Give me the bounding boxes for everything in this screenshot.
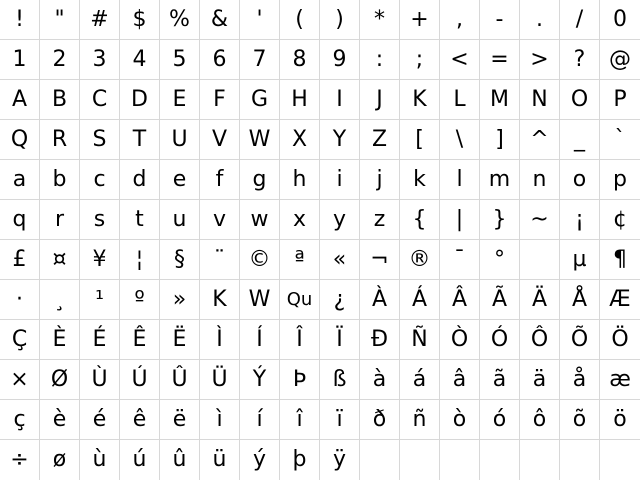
glyph-cell: £ bbox=[0, 240, 40, 280]
glyph-cell: e bbox=[160, 160, 200, 200]
glyph-cell: ý bbox=[240, 440, 280, 480]
glyph-cell: { bbox=[400, 200, 440, 240]
glyph-cell: ä bbox=[520, 360, 560, 400]
glyph-cell: ÷ bbox=[0, 440, 40, 480]
glyph-cell: O bbox=[560, 80, 600, 120]
glyph-cell: " bbox=[40, 0, 80, 40]
glyph-cell: ô bbox=[520, 400, 560, 440]
glyph-cell: } bbox=[480, 200, 520, 240]
glyph-cell: ? bbox=[560, 40, 600, 80]
glyph-cell: 6 bbox=[200, 40, 240, 80]
glyph-cell: < bbox=[440, 40, 480, 80]
glyph-cell: k bbox=[400, 160, 440, 200]
glyph-cell: H bbox=[280, 80, 320, 120]
glyph-cell: ^ bbox=[520, 120, 560, 160]
glyph-cell: D bbox=[120, 80, 160, 120]
glyph-cell: A bbox=[0, 80, 40, 120]
glyph-cell: x bbox=[280, 200, 320, 240]
glyph-cell: ¶ bbox=[600, 240, 640, 280]
glyph-cell: Æ bbox=[600, 280, 640, 320]
glyph-cell: © bbox=[240, 240, 280, 280]
glyph-cell: â bbox=[440, 360, 480, 400]
glyph-cell: Ö bbox=[600, 320, 640, 360]
glyph-cell: º bbox=[120, 280, 160, 320]
glyph-cell: K bbox=[200, 280, 240, 320]
glyph-cell: & bbox=[200, 0, 240, 40]
glyph-cell: Ø bbox=[40, 360, 80, 400]
glyph-cell: i bbox=[320, 160, 360, 200]
glyph-cell: # bbox=[80, 0, 120, 40]
glyph-cell: ' bbox=[240, 0, 280, 40]
glyph-cell: ã bbox=[480, 360, 520, 400]
glyph-cell: Ì bbox=[200, 320, 240, 360]
glyph-cell: Â bbox=[440, 280, 480, 320]
glyph-cell: û bbox=[160, 440, 200, 480]
glyph-cell: q bbox=[0, 200, 40, 240]
glyph-cell: Û bbox=[160, 360, 200, 400]
glyph-cell: t bbox=[120, 200, 160, 240]
glyph-cell-empty bbox=[400, 440, 440, 480]
glyph-cell: 7 bbox=[240, 40, 280, 80]
glyph-cell: ~ bbox=[520, 200, 560, 240]
glyph-cell: / bbox=[560, 0, 600, 40]
glyph-cell: - bbox=[480, 0, 520, 40]
glyph-cell-empty bbox=[360, 440, 400, 480]
glyph-cell: ¬ bbox=[360, 240, 400, 280]
glyph-cell: ù bbox=[80, 440, 120, 480]
glyph-cell: Í bbox=[240, 320, 280, 360]
glyph-cell: ¤ bbox=[40, 240, 80, 280]
glyph-cell: ] bbox=[480, 120, 520, 160]
glyph-cell: : bbox=[360, 40, 400, 80]
glyph-cell: 3 bbox=[80, 40, 120, 80]
glyph-cell: 0 bbox=[600, 0, 640, 40]
glyph-cell: ¡ bbox=[560, 200, 600, 240]
glyph-cell: 9 bbox=[320, 40, 360, 80]
glyph-cell: | bbox=[440, 200, 480, 240]
glyph-cell: 5 bbox=[160, 40, 200, 80]
glyph-cell: è bbox=[40, 400, 80, 440]
glyph-cell: ° bbox=[480, 240, 520, 280]
glyph-cell-empty bbox=[600, 440, 640, 480]
glyph-cell: . bbox=[520, 0, 560, 40]
glyph-cell: P bbox=[600, 80, 640, 120]
glyph-cell: µ bbox=[560, 240, 600, 280]
glyph-cell: ! bbox=[0, 0, 40, 40]
glyph-cell: ` bbox=[600, 120, 640, 160]
glyph-cell: F bbox=[200, 80, 240, 120]
glyph-cell: ë bbox=[160, 400, 200, 440]
glyph-cell: S bbox=[80, 120, 120, 160]
glyph-cell: 4 bbox=[120, 40, 160, 80]
glyph-cell: ï bbox=[320, 400, 360, 440]
glyph-cell: ç bbox=[0, 400, 40, 440]
glyph-cell: * bbox=[360, 0, 400, 40]
glyph-cell: Á bbox=[400, 280, 440, 320]
glyph-cell: T bbox=[120, 120, 160, 160]
glyph-cell: Ù bbox=[80, 360, 120, 400]
glyph-cell-empty bbox=[520, 440, 560, 480]
glyph-cell: + bbox=[400, 0, 440, 40]
glyph-cell: ¢ bbox=[600, 200, 640, 240]
glyph-cell: Ú bbox=[120, 360, 160, 400]
glyph-cell: » bbox=[160, 280, 200, 320]
glyph-cell: Þ bbox=[280, 360, 320, 400]
glyph-cell: × bbox=[0, 360, 40, 400]
glyph-cell: ñ bbox=[400, 400, 440, 440]
glyph-cell: Qu bbox=[280, 280, 320, 320]
glyph-cell: É bbox=[80, 320, 120, 360]
glyph-cell-empty bbox=[440, 440, 480, 480]
glyph-cell: ð bbox=[360, 400, 400, 440]
glyph-cell: Ü bbox=[200, 360, 240, 400]
glyph-cell: Ð bbox=[360, 320, 400, 360]
glyph-cell: 8 bbox=[280, 40, 320, 80]
glyph-cell: % bbox=[160, 0, 200, 40]
glyph-cell: a bbox=[0, 160, 40, 200]
glyph-cell: Ã bbox=[480, 280, 520, 320]
glyph-cell: g bbox=[240, 160, 280, 200]
glyph-cell: ò bbox=[440, 400, 480, 440]
glyph-cell: m bbox=[480, 160, 520, 200]
glyph-cell: V bbox=[200, 120, 240, 160]
glyph-cell: \ bbox=[440, 120, 480, 160]
glyph-cell: E bbox=[160, 80, 200, 120]
glyph-cell: U bbox=[160, 120, 200, 160]
glyph-cell: ê bbox=[120, 400, 160, 440]
glyph-cell: Z bbox=[360, 120, 400, 160]
glyph-cell: Î bbox=[280, 320, 320, 360]
glyph-cell: z bbox=[360, 200, 400, 240]
glyph-cell: b bbox=[40, 160, 80, 200]
glyph-cell: I bbox=[320, 80, 360, 120]
glyph-cell: v bbox=[200, 200, 240, 240]
glyph-cell: p bbox=[600, 160, 640, 200]
glyph-cell: ) bbox=[320, 0, 360, 40]
glyph-cell: $ bbox=[120, 0, 160, 40]
glyph-cell: r bbox=[40, 200, 80, 240]
glyph-cell: ¯ bbox=[440, 240, 480, 280]
glyph-cell: n bbox=[520, 160, 560, 200]
glyph-cell: Ä bbox=[520, 280, 560, 320]
glyph-cell: Ê bbox=[120, 320, 160, 360]
glyph-cell: c bbox=[80, 160, 120, 200]
glyph-cell: W bbox=[240, 120, 280, 160]
glyph-cell: W bbox=[240, 280, 280, 320]
glyph-cell: Ñ bbox=[400, 320, 440, 360]
glyph-cell: J bbox=[360, 80, 400, 120]
glyph-cell: È bbox=[40, 320, 80, 360]
glyph-cell-empty bbox=[480, 440, 520, 480]
glyph-cell: f bbox=[200, 160, 240, 200]
glyph-cell: y bbox=[320, 200, 360, 240]
glyph-cell: ¨ bbox=[200, 240, 240, 280]
glyph-cell: ß bbox=[320, 360, 360, 400]
glyph-cell: j bbox=[360, 160, 400, 200]
glyph-cell: ( bbox=[280, 0, 320, 40]
glyph-cell: ø bbox=[40, 440, 80, 480]
glyph-cell: Ë bbox=[160, 320, 200, 360]
glyph-cell: ö bbox=[600, 400, 640, 440]
glyph-cell: M bbox=[480, 80, 520, 120]
glyph-cell: Y bbox=[320, 120, 360, 160]
glyph-cell: = bbox=[480, 40, 520, 80]
glyph-cell: Ý bbox=[240, 360, 280, 400]
glyph-cell: R bbox=[40, 120, 80, 160]
glyph-cell: Õ bbox=[560, 320, 600, 360]
glyph-cell: d bbox=[120, 160, 160, 200]
glyph-cell: Å bbox=[560, 280, 600, 320]
glyph-cell: ü bbox=[200, 440, 240, 480]
glyph-cell: « bbox=[320, 240, 360, 280]
glyph-cell: 1 bbox=[0, 40, 40, 80]
glyph-cell: ® bbox=[400, 240, 440, 280]
glyph-cell: ¹ bbox=[80, 280, 120, 320]
glyph-cell: B bbox=[40, 80, 80, 120]
glyph-cell: @ bbox=[600, 40, 640, 80]
glyph-cell: Ó bbox=[480, 320, 520, 360]
glyph-cell: N bbox=[520, 80, 560, 120]
glyph-cell-empty bbox=[520, 240, 560, 280]
glyph-cell: ¿ bbox=[320, 280, 360, 320]
glyph-cell: · bbox=[0, 280, 40, 320]
glyph-cell: ó bbox=[480, 400, 520, 440]
glyph-cell: þ bbox=[280, 440, 320, 480]
glyph-cell: 2 bbox=[40, 40, 80, 80]
glyph-cell: > bbox=[520, 40, 560, 80]
glyph-cell: h bbox=[280, 160, 320, 200]
glyph-cell: C bbox=[80, 80, 120, 120]
glyph-cell: K bbox=[400, 80, 440, 120]
glyph-cell: , bbox=[440, 0, 480, 40]
glyph-cell: í bbox=[240, 400, 280, 440]
glyph-cell: À bbox=[360, 280, 400, 320]
glyph-cell: ÿ bbox=[320, 440, 360, 480]
glyph-cell: ú bbox=[120, 440, 160, 480]
glyph-cell: ¸ bbox=[40, 280, 80, 320]
glyph-cell: á bbox=[400, 360, 440, 400]
glyph-cell: ì bbox=[200, 400, 240, 440]
glyph-cell: Ô bbox=[520, 320, 560, 360]
glyph-cell: L bbox=[440, 80, 480, 120]
glyph-cell: ; bbox=[400, 40, 440, 80]
glyph-cell: [ bbox=[400, 120, 440, 160]
glyph-cell: s bbox=[80, 200, 120, 240]
glyph-cell: î bbox=[280, 400, 320, 440]
glyph-cell: ¦ bbox=[120, 240, 160, 280]
glyph-cell: å bbox=[560, 360, 600, 400]
glyph-cell: X bbox=[280, 120, 320, 160]
glyph-cell: l bbox=[440, 160, 480, 200]
glyph-cell: u bbox=[160, 200, 200, 240]
glyph-cell: G bbox=[240, 80, 280, 120]
glyph-cell: Ç bbox=[0, 320, 40, 360]
glyph-cell: o bbox=[560, 160, 600, 200]
glyph-cell: w bbox=[240, 200, 280, 240]
glyph-cell-empty bbox=[560, 440, 600, 480]
glyph-cell: Q bbox=[0, 120, 40, 160]
glyph-cell: Ò bbox=[440, 320, 480, 360]
glyph-cell: à bbox=[360, 360, 400, 400]
glyph-cell: _ bbox=[560, 120, 600, 160]
glyph-cell: ª bbox=[280, 240, 320, 280]
glyph-cell: æ bbox=[600, 360, 640, 400]
glyph-cell: õ bbox=[560, 400, 600, 440]
glyph-cell: ¥ bbox=[80, 240, 120, 280]
glyph-cell: Ï bbox=[320, 320, 360, 360]
glyph-cell: § bbox=[160, 240, 200, 280]
glyph-cell: é bbox=[80, 400, 120, 440]
